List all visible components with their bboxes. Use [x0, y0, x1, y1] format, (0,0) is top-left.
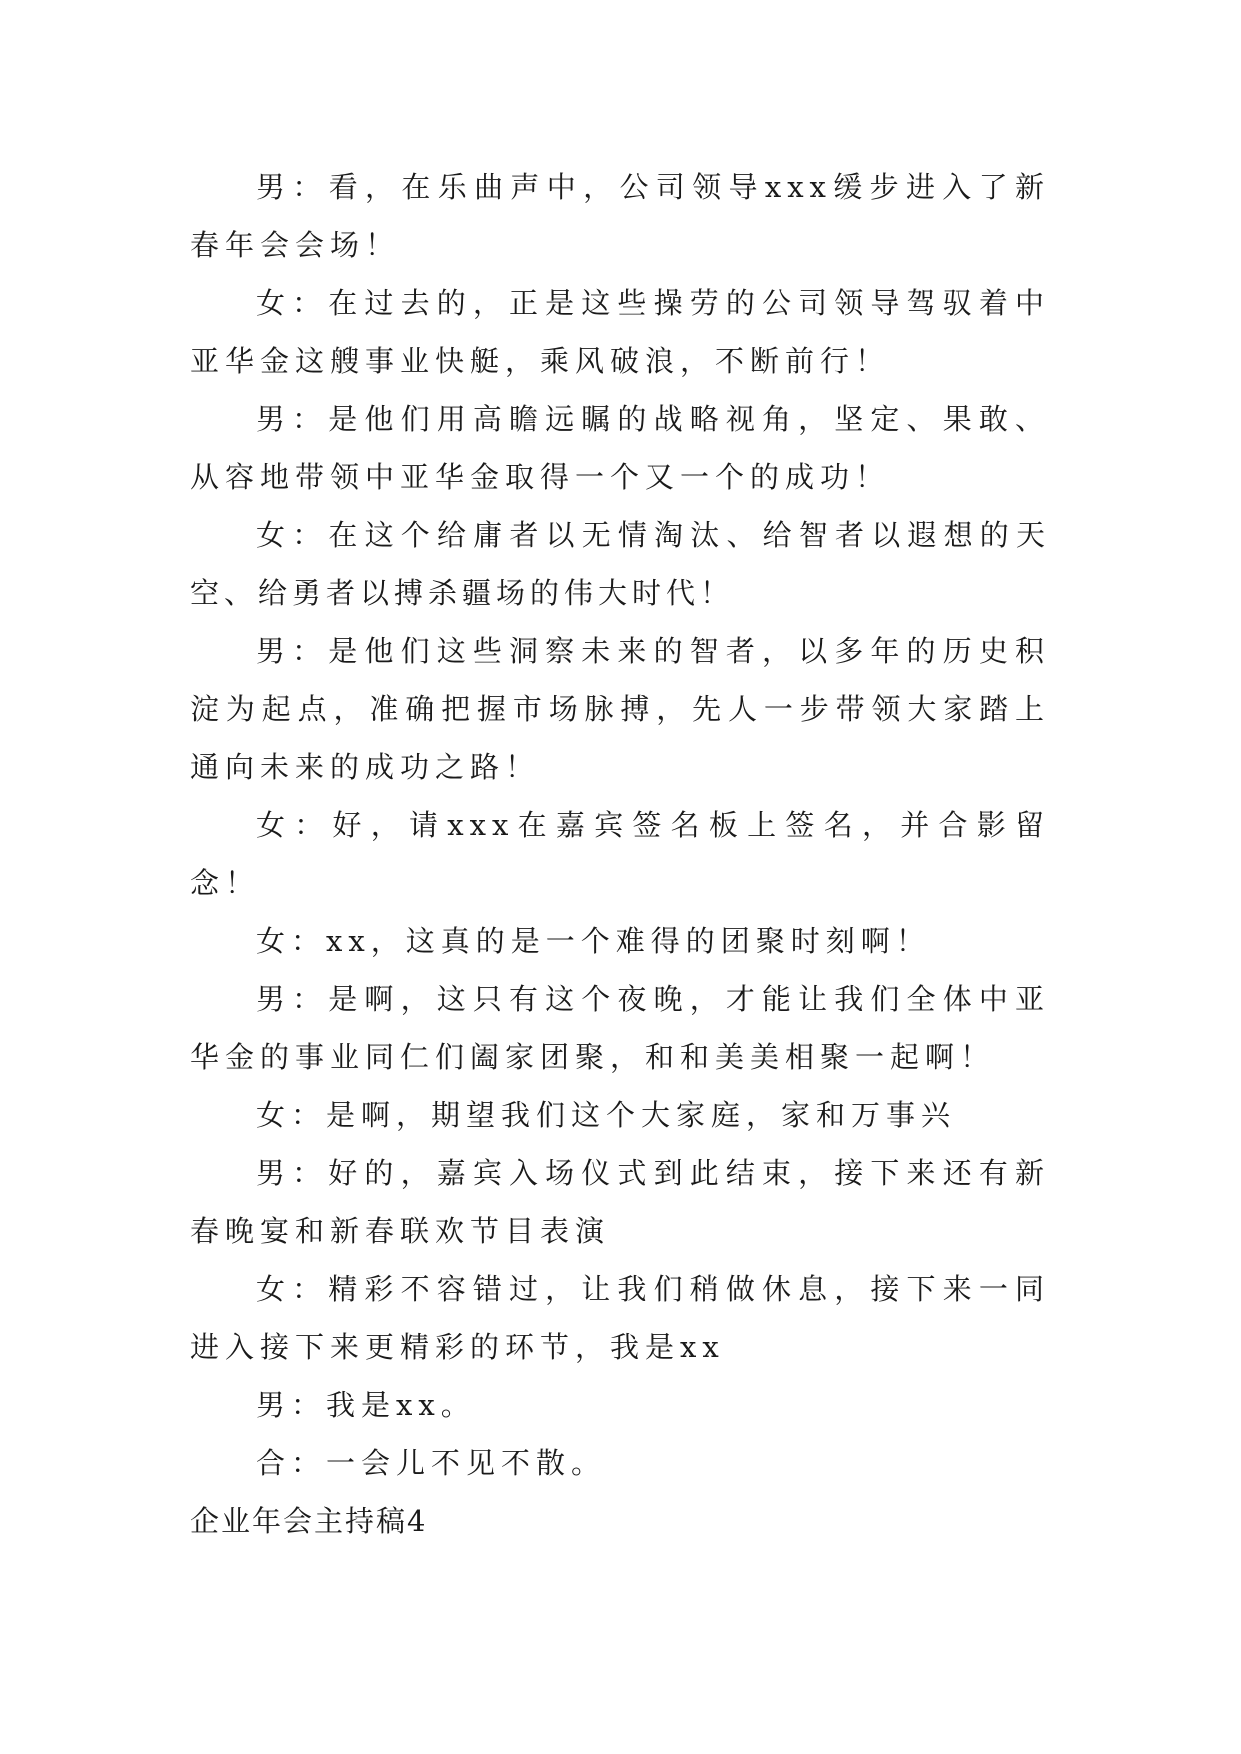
dialogue-paragraph-12: 男：我是xx。 [256, 1388, 476, 1422]
document-body [190, 158, 1050, 1492]
dialogue-paragraph-1: 男：看，在乐曲声中，公司领导xxx缓步进入了新春年会会场！ [190, 170, 1050, 262]
dialogue-paragraph-2: 女：在过去的，正是这些操劳的公司领导驾驭着中亚华金这艘事业快艇，乘风破浪，不断前行！ [190, 286, 1050, 378]
dialogue-paragraph-8: 男：是啊，这只有这个夜晚，才能让我们全体中亚华金的事业同仁们阖家团聚，和和美美相聚一起啊！ [190, 982, 1050, 1074]
dialogue-paragraph-11: 女：精彩不容错过，让我们稍做休息，接下来一同进入接下来更精彩的环节，我是xx [190, 1272, 1050, 1364]
dialogue-paragraph-3: 男：是他们用高瞻远瞩的战略视角，坚定、果敢、从容地带领中亚华金取得一个又一个的成功！ [190, 402, 1050, 494]
section-heading: 企业年会主持稿4 [190, 1504, 428, 1538]
dialogue-paragraph-7: 女：xx，这真的是一个难得的团聚时刻啊！ [256, 924, 931, 958]
dialogue-paragraph-5: 男：是他们这些洞察未来的智者，以多年的历史积淀为起点，准确把握市场脉搏，先人一步带领大家踏上通向未来的成功之路！ [190, 634, 1050, 784]
dialogue-paragraph-6: 女：好，请xxx在嘉宾签名板上签名，并合影留念！ [190, 808, 1050, 900]
dialogue-paragraph-9: 女：是啊，期望我们这个大家庭，家和万事兴 [256, 1098, 957, 1132]
dialogue-paragraph-13: 合：一会儿不见不散。 [256, 1446, 607, 1480]
dialogue-paragraph-4: 女：在这个给庸者以无情淘汰、给智者以遐想的天空、给勇者以搏杀疆场的伟大时代！ [190, 518, 1050, 610]
dialogue-paragraph-10: 男：好的，嘉宾入场仪式到此结束，接下来还有新春晚宴和新春联欢节目表演 [190, 1156, 1050, 1248]
